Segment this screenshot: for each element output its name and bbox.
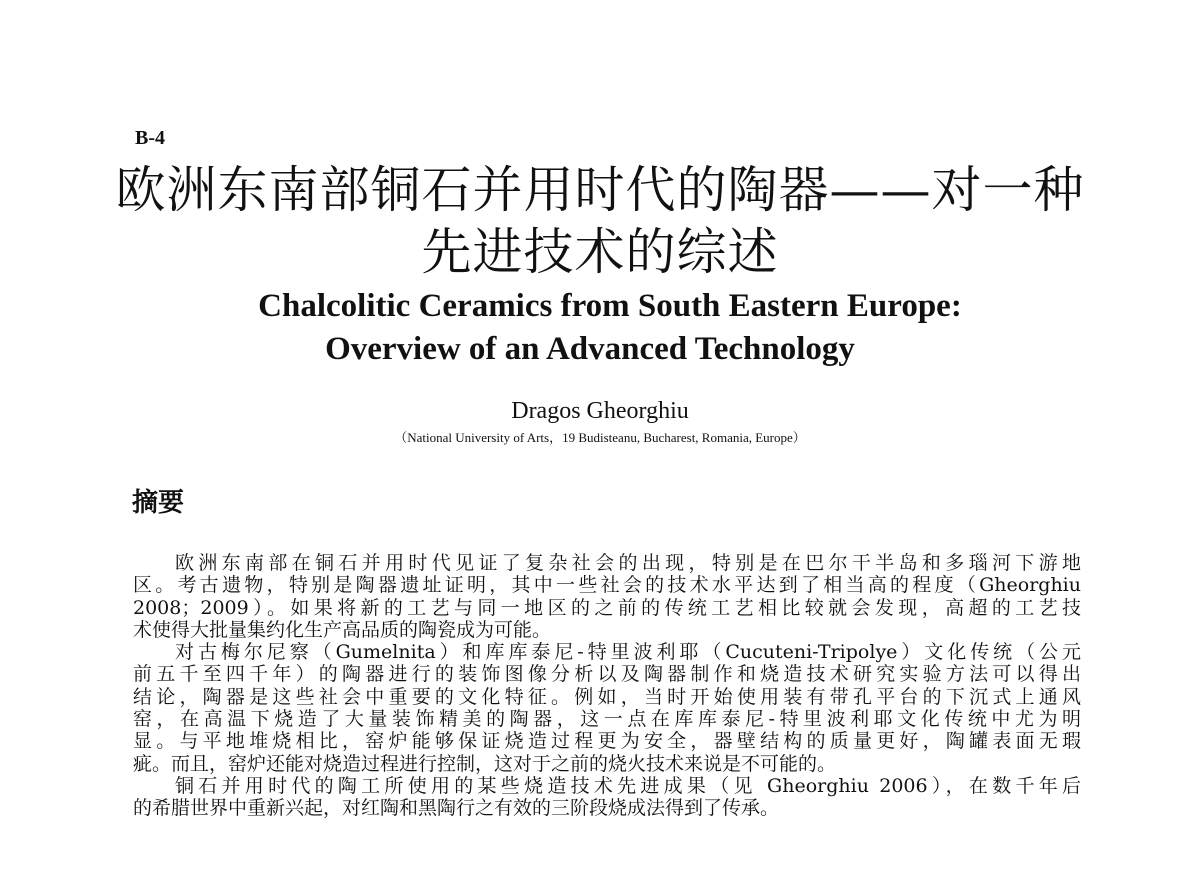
abstract-line: 术使得大批量集约化生产高品质的陶瓷成为可能。	[133, 618, 552, 641]
abstract-line: 结论，陶器是这些社会中重要的文化特征。例如，当时开始使用装有带孔平台的下沉式上通风	[133, 685, 1081, 708]
author-name: Dragos Gheorghiu	[511, 398, 689, 424]
abstract-heading: 摘要	[132, 488, 185, 518]
abstract-line: 疵。而且，窑炉还能对烧造过程进行控制，这对于之前的烧火技术来说是不可能的。	[133, 752, 837, 775]
author-affiliation: （National University of Arts，19 Budisteanu, Bucharest, Romania, Europe）	[394, 430, 806, 445]
abstract-line: 2008；2009）。如果将新的工艺与同一地区的之前的传统工艺相比较就会发现，高超的工艺技	[133, 596, 1081, 619]
abstract-line: 区。考古遗物，特别是陶器遗址证明，其中一些社会的技术水平达到了相当高的程度（Gheorghiu	[133, 574, 1081, 597]
abstract-line: 显。与平地堆烧相比，窑炉能够保证烧造过程更为安全，器壁结构的质量更好，陶罐表面无瑕	[133, 730, 1081, 753]
english-title-line-2: Overview of an Advanced Technology	[325, 331, 855, 367]
abstract-line: 对古梅尔尼察（Gumelnita）和库库泰尼-特里波利耶（Cucuteni-Tripolye）文化传统（公元	[175, 641, 1081, 664]
abstract-line: 窑，在高温下烧造了大量装饰精美的陶器，这一点在库库泰尼-特里波利耶文化传统中尤为明	[133, 708, 1081, 731]
english-title-line-1: Chalcolitic Ceramics from South Eastern Europe:	[258, 288, 962, 324]
chinese-title-line-2: 先进技术的综述	[421, 223, 779, 281]
abstract-line: 前五千至四千年）的陶器进行的装饰图像分析以及陶器制作和烧造技术研究实验方法可以得出	[133, 663, 1081, 686]
abstract-body	[133, 552, 1081, 820]
abstract-line: 铜石并用时代的陶工所使用的某些烧造技术先进成果（见 Gheorghiu 2006），在数千年后	[175, 774, 1081, 797]
paper-id: B-4	[135, 127, 165, 149]
abstract-line: 的希腊世界中重新兴起，对红陶和黑陶行之有效的三阶段烧成法得到了传承。	[133, 797, 780, 820]
chinese-title-line-1: 欧洲东南部铜石并用时代的陶器——对一种	[115, 161, 1085, 219]
abstract-line: 欧洲东南部在铜石并用时代见证了复杂社会的出现，特别是在巴尔干半岛和多瑙河下游地	[175, 552, 1081, 574]
